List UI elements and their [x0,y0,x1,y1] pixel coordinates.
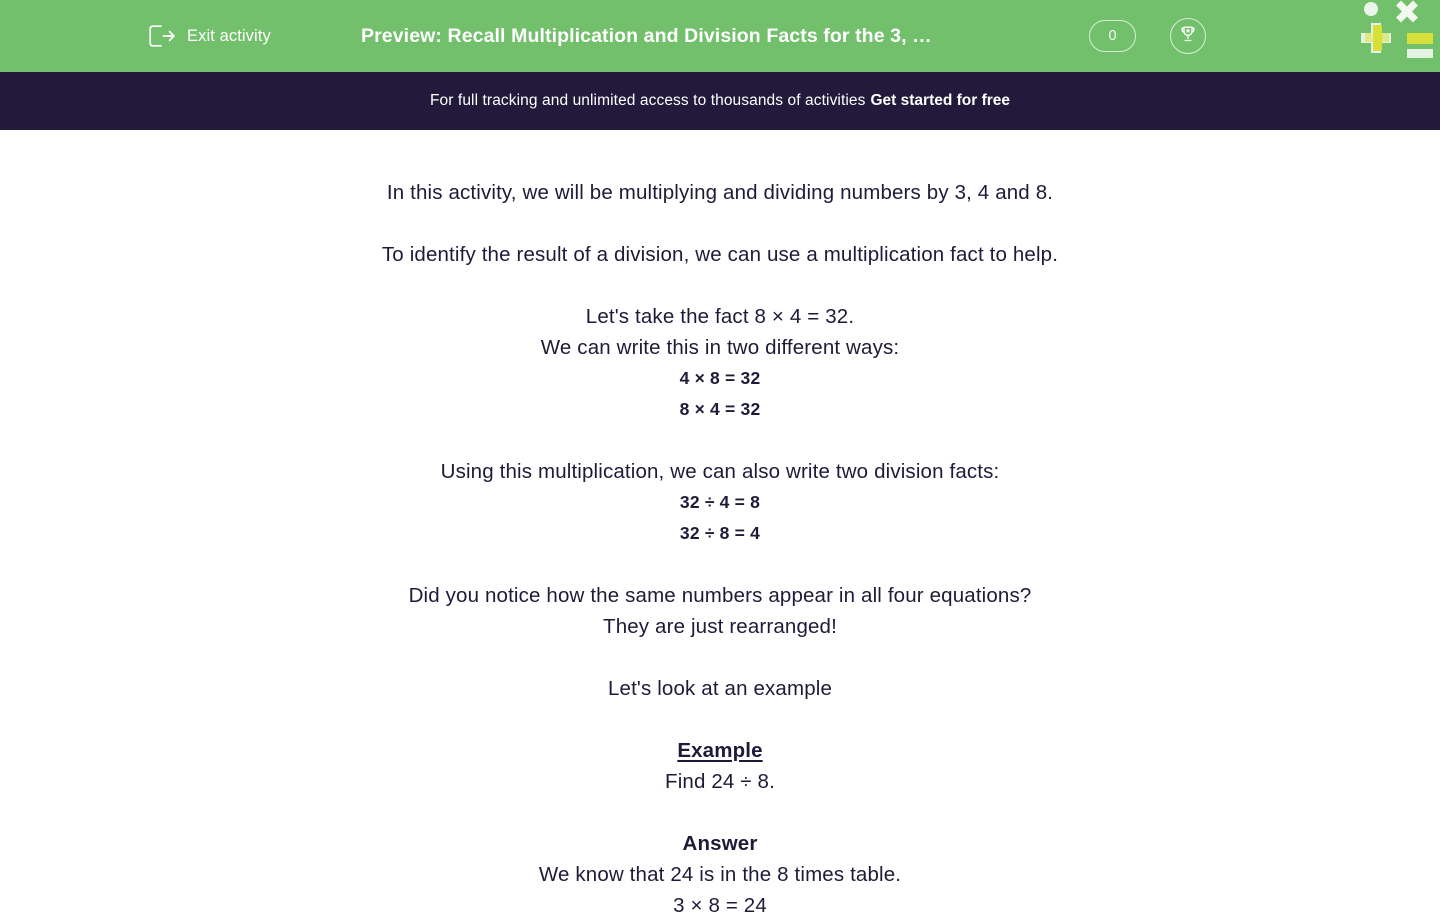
multiplication-fact-1: 4 × 8 = 32 [679,368,761,388]
exit-activity-label: Exit activity [187,26,271,45]
decorative-confetti-shapes [1354,0,1440,64]
example-heading: Example [677,739,763,762]
two-ways-label: We can write this in two different ways: [540,336,900,359]
trophy-icon [1178,24,1198,49]
intro-line-2: To identify the result of a division, we can use a multiplication fact to help. [381,243,1059,266]
page-title: Preview: Recall Multiplication and Division Facts for the 3, … [361,24,932,47]
spacer [0,208,1440,239]
fact-intro-line: Let's take the fact 8 × 4 = 32. [585,305,855,328]
spacer [0,797,1440,828]
spacer [0,642,1440,673]
spacer [0,425,1440,456]
exit-activity-button[interactable] [148,0,271,72]
promo-banner [0,72,1440,130]
division-intro-line: Using this multiplication, we can also write two division facts: [440,460,1000,483]
intro-line-1: In this activity, we will be multiplying and dividing numbers by 3, 4 and 8. [386,181,1054,204]
notice-line-2: They are just rearranged! [603,615,837,638]
division-fact-2: 32 ÷ 8 = 4 [679,523,761,543]
lesson-content [0,130,1440,917]
example-lead-line: Let's look at an example [607,677,833,700]
answer-line-2: 3 × 8 = 24 [673,894,767,917]
spacer [0,704,1440,735]
exit-arrow-icon [148,24,176,48]
spacer [0,549,1440,580]
score-badge[interactable] [1089,20,1136,52]
get-started-link[interactable]: Get started for free [870,92,1011,109]
answer-heading: Answer [682,832,758,855]
promo-message: For full tracking and unlimited access to thousands of activities [429,92,866,109]
example-question: Find 24 ÷ 8. [665,770,775,793]
notice-line-1: Did you notice how the same numbers appear in all four equations? [408,584,1032,607]
top-header-bar [0,0,1440,72]
spacer [0,270,1440,301]
multiplication-fact-2: 8 × 4 = 32 [679,399,761,419]
trophy-button[interactable] [1170,18,1206,54]
score-value: 0 [1108,28,1117,44]
division-fact-1: 32 ÷ 4 = 8 [679,492,761,512]
answer-line-1: We know that 24 is in the 8 times table. [538,863,902,886]
